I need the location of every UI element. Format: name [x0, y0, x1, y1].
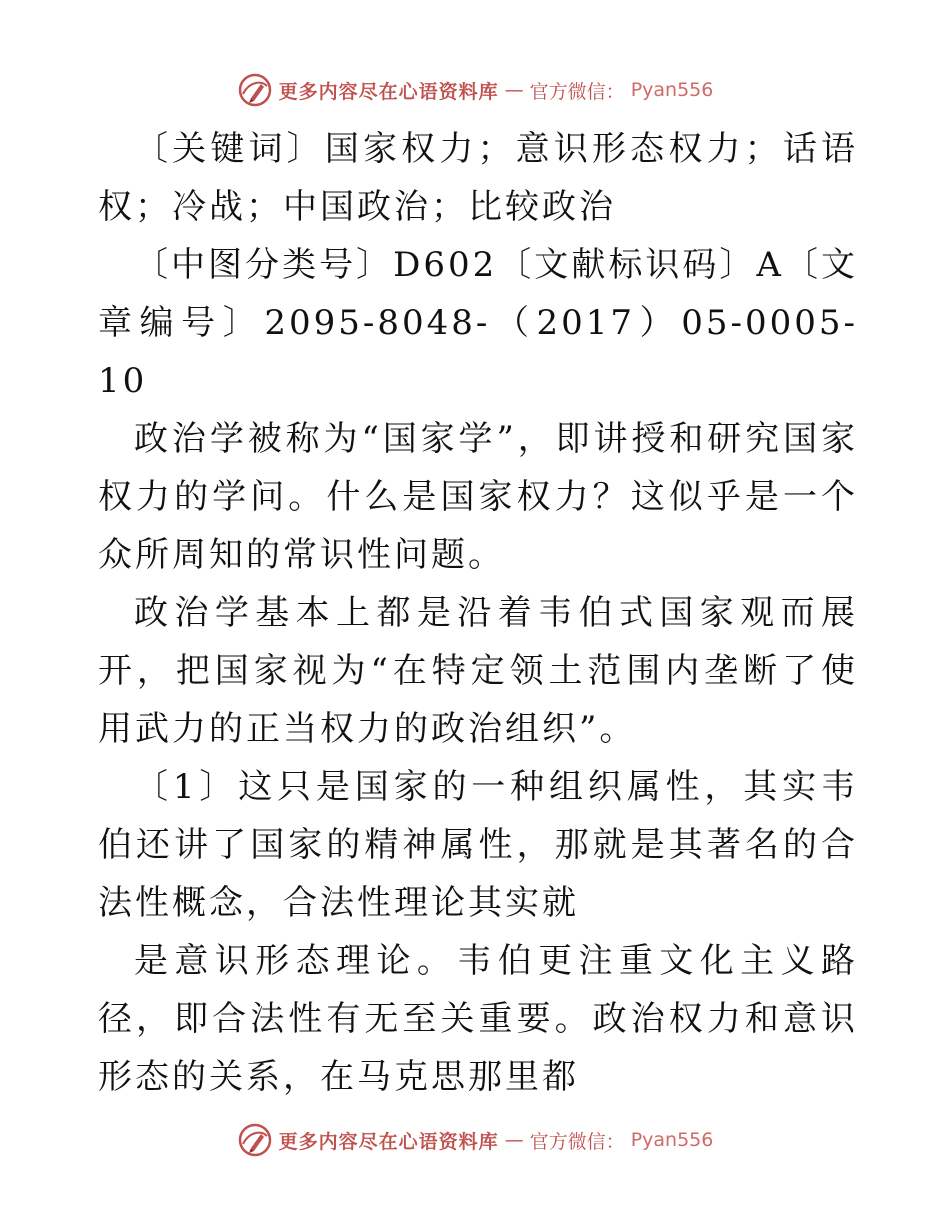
watermark-wechat-id: Pyan556: [630, 79, 714, 101]
watermark-wechat-id: Pyan556: [630, 1129, 714, 1151]
pen-logo-icon: [237, 72, 273, 108]
footer-watermark: [0, 1120, 950, 1160]
watermark-wechat-label: 官方微信：: [529, 1130, 625, 1153]
body-paragraph: 政治学基本上都是沿着韦伯式国家观而展开，把国家视为“在特定领土范围内垄断了使用武力的正当权力的政治组织”。: [98, 593, 858, 749]
body-paragraph: 〔1〕这只是国家的一种组织属性，其实韦伯还讲了国家的精神属性，那就是其著名的合法性概念，合法性理论其实就: [98, 767, 858, 923]
watermark-brand-text: 更多内容尽在心语资料库: [278, 1130, 499, 1153]
body-paragraph: 是意识形态理论。韦伯更注重文化主义路径，即合法性有无至关重要。政治权力和意识形态的关系，在马克思那里都: [98, 941, 858, 1097]
body-paragraph: 政治学被称为“国家学”，即讲授和研究国家权力的学问。什么是国家权力？这似乎是一个众所周知的常识性问题。: [98, 419, 858, 575]
watermark-separator: —: [504, 1129, 524, 1151]
header-watermark: [0, 70, 950, 110]
watermark-wechat-label: 官方微信：: [529, 80, 625, 103]
document-body: [98, 120, 858, 1106]
watermark-separator: —: [504, 79, 524, 101]
keywords-paragraph: 〔关键词〕国家权力；意识形态权力；话语权；冷战；中国政治；比较政治: [98, 129, 858, 227]
classification-paragraph: 〔中图分类号〕D602〔文献标识码〕A〔文章编号〕2095-8048-（2017）05-0005-10: [98, 245, 858, 401]
watermark-brand-text: 更多内容尽在心语资料库: [278, 80, 499, 103]
pen-logo-icon: [237, 1122, 273, 1158]
